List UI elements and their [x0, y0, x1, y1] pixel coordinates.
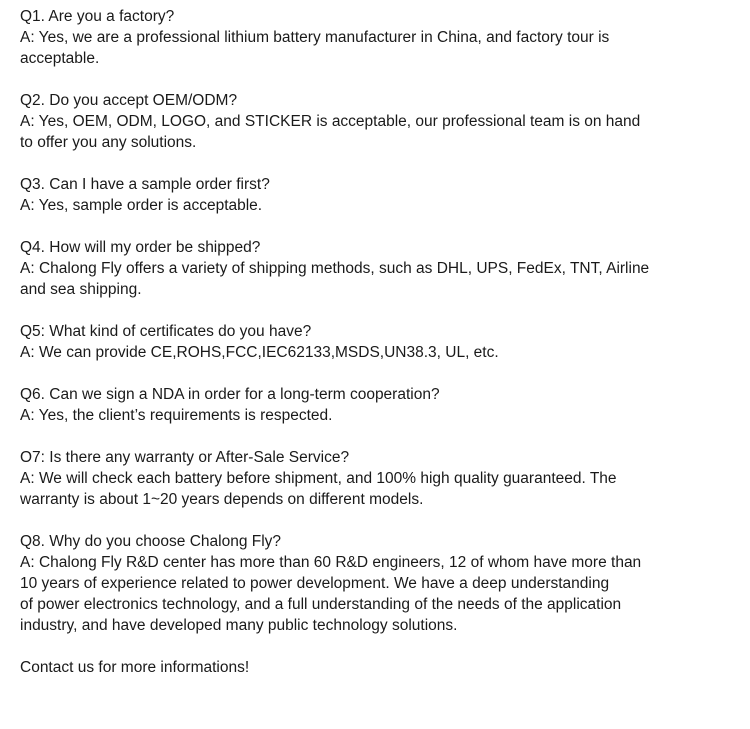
faq-item-5 — [20, 321, 720, 363]
faq-item-7 — [20, 447, 720, 510]
faq-item-4 — [20, 237, 720, 300]
faq-question: Q5: What kind of certificates do you have? — [20, 323, 312, 340]
faq-answer: A: Yes, we are a professional lithium battery manufacturer in China, and factory tour is acceptable. — [20, 29, 610, 67]
faq-question: Q8. Why do you choose Chalong Fly? — [20, 533, 282, 550]
faq-item-2 — [20, 90, 720, 153]
faq-question: Q1. Are you a factory? — [20, 8, 175, 25]
faq-answer: A: Yes, sample order is acceptable. — [20, 197, 263, 214]
contact-line: Contact us for more informations! — [20, 659, 250, 676]
faq-document — [20, 6, 720, 678]
faq-question: Q6. Can we sign a NDA in order for a long-term cooperation? — [20, 386, 440, 403]
faq-question: Q3. Can I have a sample order first? — [20, 176, 270, 193]
faq-question: Q2. Do you accept OEM/ODM? — [20, 92, 238, 109]
faq-question: Q4. How will my order be shipped? — [20, 239, 261, 256]
faq-answer: A: We will check each battery before shipment, and 100% high quality guaranteed. The warranty is about 1~20 years depends on different models. — [20, 470, 617, 508]
faq-item-1 — [20, 6, 720, 69]
faq-question: O7: Is there any warranty or After-Sale Service? — [20, 449, 350, 466]
faq-answer: A: We can provide CE,ROHS,FCC,IEC62133,MSDS,UN38.3, UL, etc. — [20, 344, 499, 361]
faq-answer: A: Yes, OEM, ODM, LOGO, and STICKER is acceptable, our professional team is on hand to offer you any solutions. — [20, 113, 641, 151]
faq-item-6 — [20, 384, 720, 426]
faq-item-3 — [20, 174, 720, 216]
faq-answer: A: Chalong Fly R&D center has more than 60 R&D engineers, 12 of whom have more than 10 years of experience related to power development. We have a deep understanding of power electronics technology, and a full understanding of the needs of the application industry, and have developed many public technology solutions. — [20, 554, 642, 634]
faq-answer: A: Chalong Fly offers a variety of shipping methods, such as DHL, UPS, FedEx, TNT, Airline and sea shipping. — [20, 260, 650, 298]
faq-answer: A: Yes, the client’s requirements is respected. — [20, 407, 333, 424]
faq-item-8 — [20, 531, 720, 636]
